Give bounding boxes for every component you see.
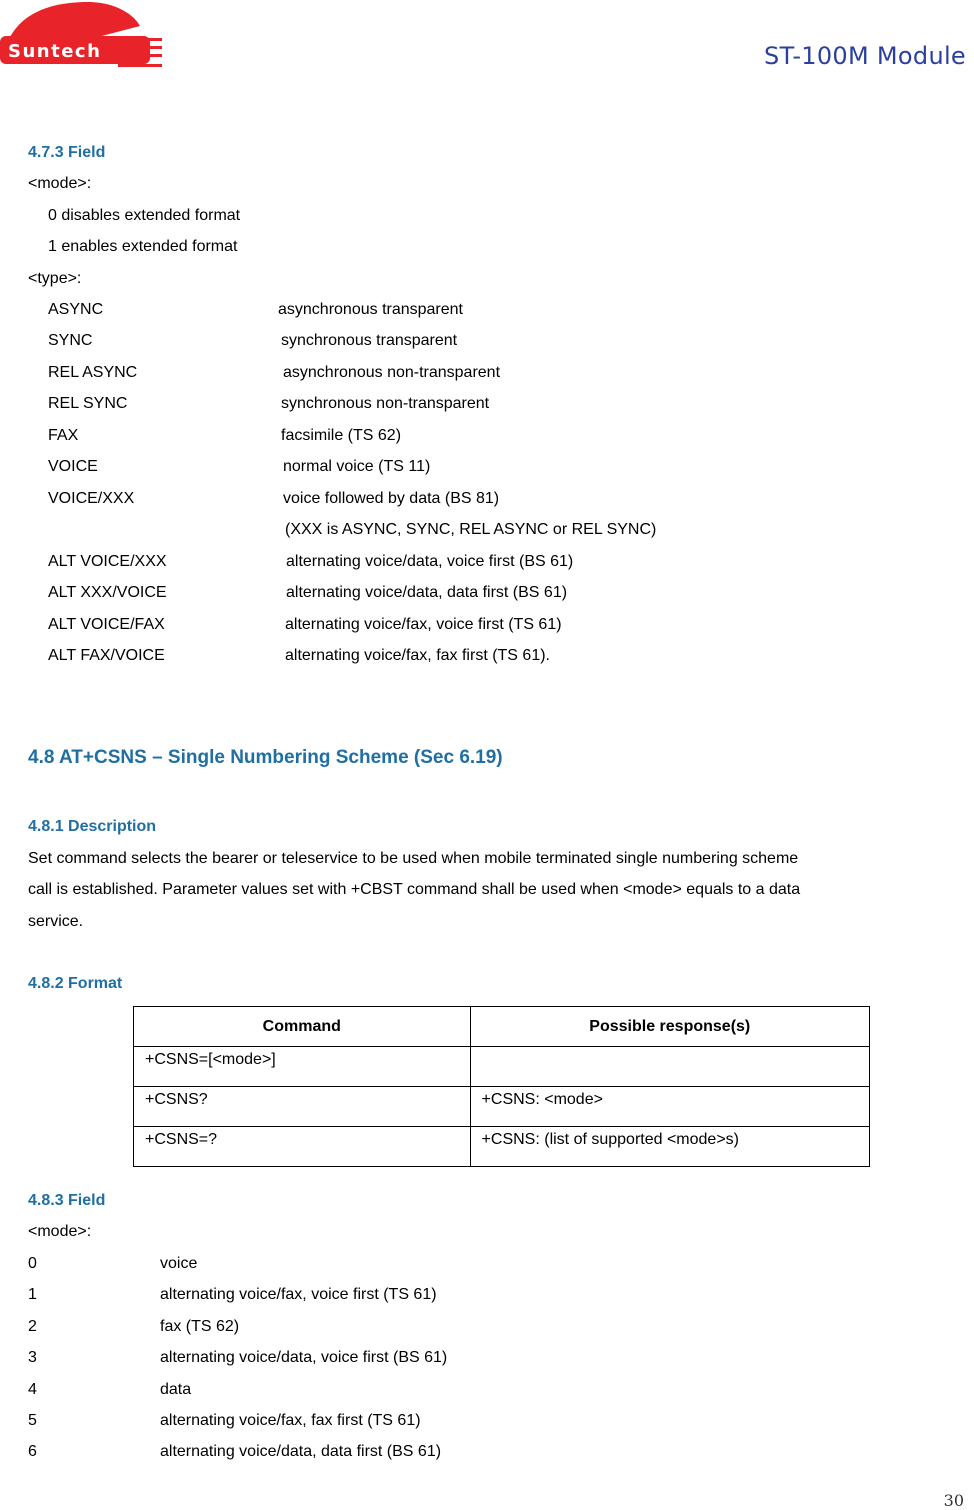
section-heading-4-7-3: 4.7.3 Field — [28, 144, 106, 161]
mode-value: 0 disables extended format — [48, 207, 241, 224]
type-name: FAX — [48, 427, 79, 444]
mode-desc: data — [160, 1381, 192, 1398]
type-name: VOICE/XXX — [48, 490, 135, 507]
mode-value: 3 — [28, 1349, 37, 1366]
table-row — [134, 1087, 870, 1127]
type-desc: asynchronous transparent — [278, 301, 463, 318]
type-name: ALT VOICE/XXX — [48, 553, 167, 570]
command-cell: +CSNS=[<mode>] — [134, 1047, 471, 1087]
mode-desc: fax (TS 62) — [160, 1318, 240, 1335]
format-table — [133, 1006, 870, 1167]
type-desc: alternating voice/data, voice first (BS 61) — [286, 553, 574, 570]
mode-value: 1 enables extended format — [48, 238, 238, 255]
type-label: <type>: — [28, 270, 82, 287]
type-desc: asynchronous non-transparent — [283, 364, 501, 381]
mode-label: <mode>: — [28, 175, 92, 192]
column-header: Command — [134, 1007, 471, 1047]
type-desc-note: (XXX is ASYNC, SYNC, REL ASYNC or REL SYNC) — [285, 521, 657, 538]
suntech-logo — [0, 0, 165, 70]
mode-value: 6 — [28, 1443, 37, 1460]
format-heading: 4.8.2 Format — [28, 975, 123, 992]
description-heading: 4.8.1 Description — [28, 818, 157, 835]
command-cell: +CSNS? — [134, 1087, 471, 1127]
response-cell: +CSNS: (list of supported <mode>s) — [470, 1127, 869, 1167]
mode-value: 4 — [28, 1381, 37, 1398]
mode-desc: alternating voice/data, voice first (BS 61) — [160, 1349, 448, 1366]
mode-value: 5 — [28, 1412, 37, 1429]
module-title: ST-100M Module — [764, 42, 966, 70]
mode-value: 0 — [28, 1255, 37, 1272]
table-header-row — [134, 1007, 870, 1047]
response-cell: +CSNS: <mode> — [470, 1087, 869, 1127]
type-desc: alternating voice/fax, fax first (TS 61). — [285, 647, 550, 664]
type-name: ASYNC — [48, 301, 104, 318]
page-number: 30 — [943, 1491, 964, 1510]
type-desc: facsimile (TS 62) — [281, 427, 402, 444]
type-name: VOICE — [48, 458, 98, 475]
type-desc: normal voice (TS 11) — [283, 458, 431, 475]
section-heading-4-8: 4.8 AT+CSNS – Single Numbering Scheme (Sec 6.19) — [28, 747, 503, 768]
mode-value: 2 — [28, 1318, 37, 1335]
logo-text: Suntech — [8, 41, 102, 62]
table-row — [134, 1047, 870, 1087]
mode-desc: voice — [160, 1255, 198, 1272]
mode-label: <mode>: — [28, 1223, 92, 1240]
mode-desc: alternating voice/fax, voice first (TS 61) — [160, 1286, 437, 1303]
command-cell: +CSNS=? — [134, 1127, 471, 1167]
description-line: service. — [28, 913, 84, 930]
column-header: Possible response(s) — [470, 1007, 869, 1047]
type-desc: alternating voice/data, data first (BS 61) — [286, 584, 568, 601]
type-desc: synchronous non-transparent — [281, 395, 490, 412]
table-row — [134, 1127, 870, 1167]
field-heading: 4.8.3 Field — [28, 1192, 106, 1209]
type-name: ALT VOICE/FAX — [48, 616, 165, 633]
type-desc: voice followed by data (BS 81) — [283, 490, 500, 507]
mode-value: 1 — [28, 1286, 37, 1303]
description-line: Set command selects the bearer or teleservice to be used when mobile terminated single numbering scheme — [28, 850, 799, 867]
type-name: ALT FAX/VOICE — [48, 647, 165, 664]
type-name: REL ASYNC — [48, 364, 138, 381]
description-line: call is established. Parameter values set with +CBST command shall be used when <mode> equals to a data — [28, 881, 801, 898]
response-cell — [470, 1047, 869, 1087]
type-desc: alternating voice/fax, voice first (TS 61) — [285, 616, 562, 633]
mode-desc: alternating voice/data, data first (BS 61) — [160, 1443, 442, 1460]
mode-desc: alternating voice/fax, fax first (TS 61) — [160, 1412, 421, 1429]
type-name: SYNC — [48, 332, 93, 349]
type-name: REL SYNC — [48, 395, 128, 412]
type-desc: synchronous transparent — [281, 332, 458, 349]
type-name: ALT XXX/VOICE — [48, 584, 167, 601]
